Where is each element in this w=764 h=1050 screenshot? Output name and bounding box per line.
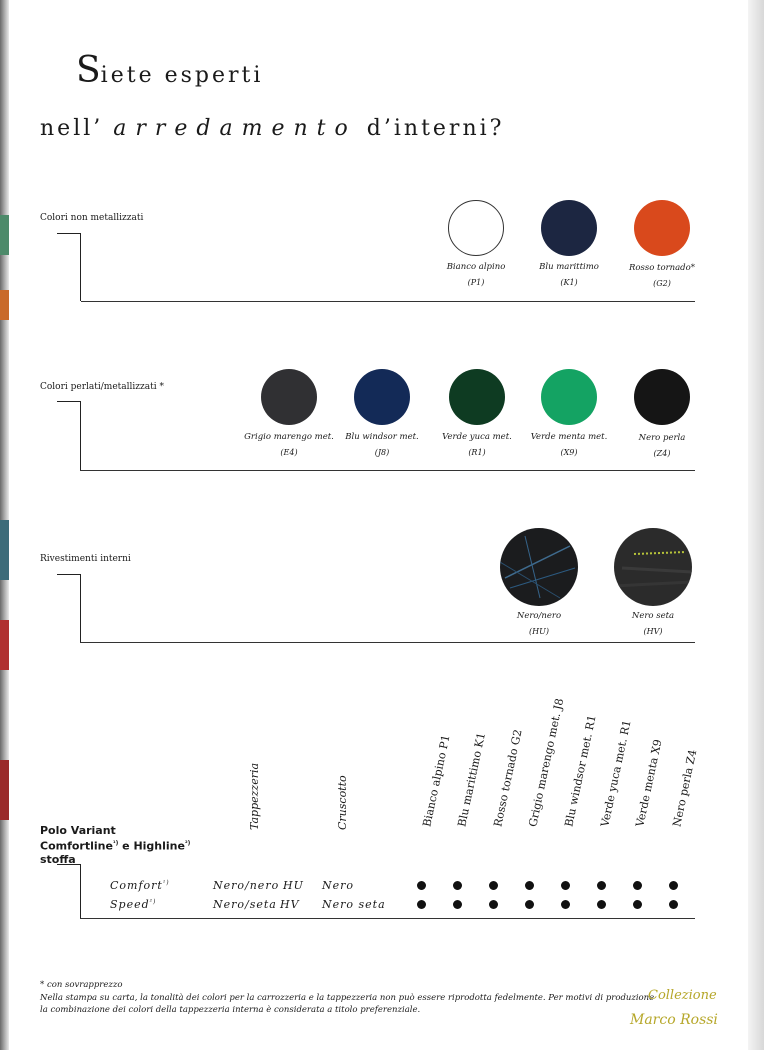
- section-bracket-top: [57, 574, 81, 575]
- footnote-upholstery-note: la combinazione dei colori della tappezzeria interna è considerata a titolo preferenziale.: [40, 1005, 421, 1015]
- swatch-code: (J8): [374, 448, 390, 457]
- swatch-fabric-nero-seta: [614, 528, 692, 606]
- swatch-bianco-alpino: [448, 200, 504, 256]
- availability-dot: [525, 881, 534, 890]
- swatch-blu-marittimo: [541, 200, 597, 256]
- swatch-name: Grigio marengo met.: [244, 432, 334, 442]
- watermark-line1: Collezione: [648, 988, 717, 1003]
- availability-dot: [561, 900, 570, 909]
- availability-dot: [489, 881, 498, 890]
- table-cell-code: HU: [283, 879, 304, 892]
- model-title: Polo Variant Comfortline$^{^1)}$ e Highline$^{^2)}$ stoffa: [40, 824, 191, 866]
- swatch-name: Nero perla: [638, 433, 686, 443]
- fabric-texture: [500, 528, 578, 606]
- section-label-metal: Colori perlati/metallizzati *: [40, 382, 164, 392]
- swatch-name: Nero/nero: [516, 611, 562, 621]
- swatch-name: Verde menta met.: [530, 432, 608, 442]
- col-header-cruscotto: Cruscotto: [336, 775, 349, 830]
- section-bracket-top: [57, 401, 81, 402]
- section-rule: [80, 470, 695, 471]
- availability-dot: [633, 900, 642, 909]
- swatch-code: (G2): [653, 279, 671, 288]
- col-header-color: Verde yuca met. R1: [598, 718, 634, 828]
- section-label-interior: Rivestimenti interni: [40, 554, 131, 564]
- table-row-name: Speed$^{^2)}$: [110, 898, 157, 911]
- col-header-color: Verde menta X9: [633, 738, 665, 828]
- col-header-color: Blu windsor met. R1: [562, 713, 599, 828]
- swatch-verde-menta: [541, 369, 597, 425]
- col-header-color: Rosso tornado G2: [491, 728, 525, 828]
- table-cell-code: HV: [280, 898, 300, 911]
- section-bracket: [57, 233, 81, 301]
- availability-dot: [525, 900, 534, 909]
- section-bracket-side: [80, 574, 81, 642]
- swatch-code: (HV): [643, 627, 663, 636]
- swatch-fabric-nero-nero: [500, 528, 578, 606]
- col-header-color: Blu marittimo K1: [455, 731, 488, 828]
- swatch-code: (R1): [468, 448, 486, 457]
- swatch-code: (P1): [467, 278, 485, 287]
- swatch-name: Bianco alpino: [446, 262, 506, 272]
- swatch-blu-windsor: [354, 369, 410, 425]
- col-header-tappezzeria: Tappezzeria: [248, 762, 261, 830]
- fabric-texture: [614, 528, 692, 606]
- page-edge-strip: [0, 520, 9, 580]
- swatch-code: (X9): [560, 448, 578, 457]
- swatch-name: Blu marittimo: [539, 262, 599, 272]
- col-header-color: Nero perla Z4: [670, 748, 700, 828]
- availability-dot: [417, 900, 426, 909]
- swatch-rosso-tornado: [634, 200, 690, 256]
- availability-dot: [633, 881, 642, 890]
- availability-dot: [669, 900, 678, 909]
- availability-dot: [669, 881, 678, 890]
- swatch-grigio-marengo: [261, 369, 317, 425]
- swatch-nero-perla: [634, 369, 690, 425]
- section-rule: [81, 301, 695, 302]
- table-cell-dashboard: Nero seta: [322, 898, 386, 911]
- page-edge-strip: [0, 760, 9, 820]
- watermark-line2: Marco Rossi: [630, 1012, 718, 1028]
- swatch-code: (K1): [560, 278, 578, 287]
- availability-dot: [489, 900, 498, 909]
- swatch-verde-yuca: [449, 369, 505, 425]
- footnote-print-disclaimer: Nella stampa su carta, la tonalità dei colori per la carrozzeria e la tappezzeria non può essere riprodotta fedelmente. Per motivi di produzione: [40, 993, 655, 1003]
- page-edge-strip: [0, 620, 9, 670]
- swatch-code: (HU): [529, 627, 549, 636]
- availability-dot: [597, 881, 606, 890]
- swatch-name: Verde yuca met.: [442, 432, 512, 442]
- section-rule: [80, 642, 695, 643]
- footnote-surcharge: * con sovrapprezzo: [40, 980, 123, 990]
- page-edge-strip: [0, 215, 9, 255]
- page-right-edge: [748, 0, 764, 1050]
- table-cell-dashboard: Nero: [322, 879, 355, 892]
- swatch-code: (Z4): [653, 449, 671, 458]
- swatch-name: Rosso tornado*: [628, 263, 695, 273]
- section-label-non-metal: Colori non metallizzati: [40, 213, 144, 223]
- swatch-code: (E4): [280, 448, 298, 457]
- availability-dot: [453, 900, 462, 909]
- page-edge-strip: [0, 290, 9, 320]
- section-rule: [80, 918, 695, 919]
- availability-dot: [453, 881, 462, 890]
- col-header-color: Grigio marengo met. J8: [526, 697, 567, 828]
- section-bracket-side: [80, 864, 81, 918]
- section-bracket-top: [57, 864, 81, 865]
- swatch-name: Nero seta: [631, 611, 675, 621]
- swatch-name: Blu windsor met.: [345, 432, 419, 442]
- availability-dot: [561, 881, 570, 890]
- table-row-name: Comfort$^{^1)}$: [110, 879, 170, 892]
- availability-dot: [417, 881, 426, 890]
- table-cell-upholstery: Nero/nero: [213, 879, 280, 892]
- page-title-line2: nell’ arredamento d’interni?: [40, 116, 505, 141]
- table-cell-upholstery: Nero/seta: [213, 898, 277, 911]
- col-header-color: Bianco alpino P1: [420, 733, 453, 828]
- availability-dot: [597, 900, 606, 909]
- section-bracket-side: [80, 401, 81, 470]
- page-title-line1: Siete esperti: [76, 50, 264, 91]
